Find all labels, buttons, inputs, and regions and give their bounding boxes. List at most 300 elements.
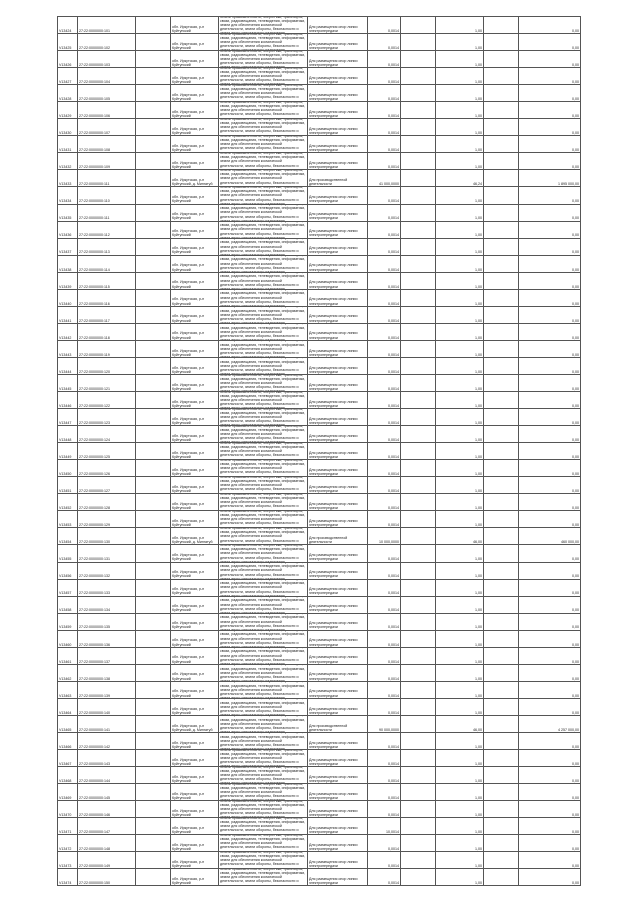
total-value-cell bbox=[519, 699, 581, 716]
cadastral-number-cell bbox=[78, 801, 136, 818]
unit-price-cell bbox=[436, 51, 484, 68]
permitted-use-text: Для размещения опор линии электропередачи bbox=[309, 246, 358, 255]
empty-cell bbox=[484, 170, 519, 187]
cadastral-number-text: 27:22:0000000:125 bbox=[79, 455, 110, 460]
location-cell bbox=[171, 682, 219, 699]
area-cell bbox=[368, 733, 401, 750]
area-text: 0,0014 bbox=[388, 710, 399, 715]
total-value-text: 0,00 bbox=[572, 574, 579, 579]
permitted-use-cell bbox=[308, 409, 368, 426]
empty-cell bbox=[401, 665, 436, 682]
empty-cell bbox=[136, 614, 171, 631]
location-cell bbox=[171, 477, 219, 494]
permitted-use-text: Для размещения опор линии электропередачи bbox=[309, 229, 358, 238]
empty-cell bbox=[484, 460, 519, 477]
cadastral-number-text: 27:22:0000000:129 bbox=[79, 523, 110, 528]
area-cell bbox=[368, 784, 401, 801]
location-text: обл. Иркутская, р-н Куйтунский bbox=[172, 109, 205, 119]
area-cell bbox=[368, 307, 401, 324]
unit-price-text: 1,00 bbox=[475, 795, 482, 800]
total-value-cell bbox=[519, 205, 581, 222]
empty-cell bbox=[401, 273, 436, 290]
unit-price-cell bbox=[436, 34, 484, 51]
unit-price-cell bbox=[436, 511, 484, 528]
permitted-use-cell bbox=[308, 494, 368, 511]
area-text: 0,0014 bbox=[388, 693, 399, 698]
unit-price-cell bbox=[436, 136, 484, 153]
permitted-use-cell bbox=[308, 170, 368, 187]
table-row bbox=[58, 341, 581, 358]
total-value-cell bbox=[519, 51, 581, 68]
location-text: обл. Иркутская, р-н Куйтунский bbox=[172, 263, 205, 272]
unit-price-text: 1,00 bbox=[475, 557, 482, 562]
empty-cell bbox=[401, 136, 436, 153]
empty-cell bbox=[136, 358, 171, 375]
cadastral-number-text: 27:22:0000000:142 bbox=[79, 744, 110, 749]
empty-cell bbox=[401, 699, 436, 716]
parcel-id-text: V13463 bbox=[59, 693, 72, 698]
location-text: обл. Иркутская, р-н Куйтунский bbox=[172, 297, 205, 306]
empty-cell bbox=[484, 324, 519, 341]
table-row bbox=[58, 51, 581, 68]
area-text: 0,0014 bbox=[388, 403, 399, 408]
location-text: обл. Иркутская, р-н Куйтунский bbox=[172, 587, 205, 596]
empty-cell bbox=[401, 648, 436, 665]
location-text: обл. Иркутская, р-н Куйтунский bbox=[172, 774, 205, 783]
land-category-cell bbox=[219, 170, 308, 187]
table-row bbox=[58, 545, 581, 562]
total-value-text: 0,00 bbox=[572, 813, 579, 817]
unit-price-cell bbox=[436, 580, 484, 597]
unit-price-cell bbox=[436, 273, 484, 290]
area-text: 0,0014 bbox=[388, 284, 399, 289]
land-category-text: связи, радиовещания, телевидения, информатики, земли для обеспечения космической деятельности, земли обороны, безопасности и земли иного специального назначения bbox=[220, 138, 306, 154]
cadastral-number-cell bbox=[78, 443, 136, 460]
empty-cell bbox=[401, 494, 436, 511]
parcel-id-cell bbox=[58, 102, 78, 119]
table-row bbox=[58, 392, 581, 409]
location-cell bbox=[171, 545, 219, 562]
table-row bbox=[58, 580, 581, 597]
area-text: 0,0014 bbox=[388, 523, 399, 528]
location-cell bbox=[171, 392, 219, 409]
location-text: обл. Иркутская, р-н Куйтунский bbox=[172, 706, 205, 715]
permitted-use-text: Для размещения опор линии электропередачи bbox=[309, 467, 358, 477]
parcel-id-cell bbox=[58, 443, 78, 460]
unit-price-text: 1,00 bbox=[475, 659, 482, 664]
location-text: обл. Иркутская, р-н Куйтунский bbox=[172, 655, 205, 664]
area-cell bbox=[368, 477, 401, 494]
parcel-id-text: V13442 bbox=[59, 335, 72, 340]
area-text: 0,0014 bbox=[388, 778, 399, 783]
empty-cell bbox=[136, 477, 171, 494]
cadastral-number-text: 27:22:0000000:104 bbox=[79, 79, 110, 84]
cadastral-number-text: 27:22:0000000:112 bbox=[79, 233, 110, 238]
land-category-text: связи, радиовещания, телевидения, информатики, земли для обеспечения космической деятельности, земли обороны, безопасности и земли иного специального назначения bbox=[220, 86, 306, 103]
unit-price-cell bbox=[436, 375, 484, 392]
location-text: обл. Иркутская, р-н Куйтунский bbox=[172, 433, 205, 442]
land-category-text: связи, радиовещания, телевидения, информатики, земли для обеспечения космической деятельности, земли обороны, безопасности и земли иного специального назначения bbox=[220, 393, 306, 410]
location-cell bbox=[171, 136, 219, 153]
empty-cell bbox=[484, 477, 519, 494]
location-cell bbox=[171, 580, 219, 597]
location-text: обл. Иркутская, р-н Куйтунский bbox=[172, 842, 205, 852]
area-text: 0,0014 bbox=[388, 148, 399, 153]
location-text: обл. Иркутская, р-н Куйтунский bbox=[172, 484, 205, 494]
unit-price-cell bbox=[436, 682, 484, 699]
location-cell bbox=[171, 869, 219, 886]
empty-cell bbox=[401, 545, 436, 562]
location-text: обл. Иркутская, р-н Куйтунский bbox=[172, 553, 205, 562]
location-cell bbox=[171, 648, 219, 665]
land-category-text: связи, радиовещания, телевидения, информатики, земли для обеспечения космической деятельности, земли обороны, безопасности и земли иного специального назначения bbox=[220, 444, 306, 461]
area-text: 0,0014 bbox=[388, 744, 399, 749]
unit-price-text: 1,00 bbox=[475, 199, 482, 204]
parcel-id-cell bbox=[58, 205, 78, 222]
area-cell bbox=[368, 614, 401, 631]
empty-cell bbox=[401, 528, 436, 545]
unit-price-cell bbox=[436, 665, 484, 682]
location-text: обл. Иркутская, р-н Куйтунский, д. Мингатуй bbox=[172, 723, 213, 732]
empty-cell bbox=[136, 170, 171, 187]
unit-price-text: 1,00 bbox=[475, 97, 482, 102]
total-value-cell bbox=[519, 563, 581, 580]
cadastral-number-text: 27:22:0000000:111 bbox=[79, 216, 110, 221]
area-text: 0,0014 bbox=[388, 864, 399, 869]
cadastral-number-text: 27:22:0000000:147 bbox=[79, 830, 110, 835]
empty-cell bbox=[484, 716, 519, 733]
land-category-cell bbox=[219, 102, 308, 119]
unit-price-cell bbox=[436, 784, 484, 801]
parcel-id-cell bbox=[58, 375, 78, 392]
location-text: обл. Иркутская, р-н Куйтунский bbox=[172, 689, 205, 698]
empty-cell bbox=[484, 307, 519, 324]
area-text: 10 000,0000 bbox=[379, 540, 399, 545]
land-category-text: связи, радиовещания, телевидения, информатики, земли для обеспечения космической деятельности, земли обороны, безопасности и земли иного специального назначения bbox=[220, 615, 306, 631]
land-category-cell bbox=[219, 375, 308, 392]
cadastral-number-text: 27:22:0000000:118 bbox=[79, 335, 110, 340]
land-category-text: связи, радиовещания, телевидения, информатики, земли для обеспечения космической деятельности, земли обороны, безопасности и земли иного специального назначения bbox=[220, 496, 306, 512]
unit-price-text: 1,00 bbox=[475, 318, 482, 323]
empty-cell bbox=[136, 767, 171, 784]
cadastral-number-cell bbox=[78, 239, 136, 256]
cadastral-number-text: 27:22:0000000:144 bbox=[79, 778, 110, 783]
permitted-use-cell bbox=[308, 784, 368, 801]
parcel-id-cell bbox=[58, 852, 78, 869]
cadastral-number-cell bbox=[78, 835, 136, 852]
cadastral-number-text: 27:22:0000000:103 bbox=[79, 62, 110, 67]
parcel-id-cell bbox=[58, 699, 78, 716]
area-cell bbox=[368, 835, 401, 852]
parcel-id-cell bbox=[58, 256, 78, 273]
unit-price-cell bbox=[436, 341, 484, 358]
empty-cell bbox=[401, 580, 436, 597]
land-category-text: связи, радиовещания, телевидения, информатики, земли для обеспечения космической деятельности, земли обороны, безопасности и земли иного специального назначения bbox=[220, 734, 306, 751]
area-text: 0,0014 bbox=[388, 574, 399, 579]
parcel-id-cell bbox=[58, 682, 78, 699]
cadastral-number-cell bbox=[78, 324, 136, 341]
land-category-cell bbox=[219, 580, 308, 597]
table-row bbox=[58, 324, 581, 341]
cadastral-number-cell bbox=[78, 494, 136, 511]
total-value-text: 1 895 000,00 bbox=[558, 182, 579, 187]
location-cell bbox=[171, 17, 219, 34]
location-cell bbox=[171, 597, 219, 614]
permitted-use-cell bbox=[308, 477, 368, 494]
area-text: 0,0014 bbox=[388, 557, 399, 562]
empty-cell bbox=[136, 869, 171, 886]
parcel-id-text: V13454 bbox=[59, 540, 72, 545]
area-text: 0,0014 bbox=[388, 267, 399, 272]
empty-cell bbox=[401, 205, 436, 222]
empty-cell bbox=[484, 614, 519, 631]
cadastral-number-cell bbox=[78, 409, 136, 426]
total-value-cell bbox=[519, 614, 581, 631]
cadastral-number-text: 27:22:0000000:113 bbox=[79, 250, 110, 255]
total-value-text: 0,00 bbox=[572, 284, 579, 289]
cadastral-number-text: 27:22:0000000:141 bbox=[79, 727, 110, 732]
cadastral-number-cell bbox=[78, 85, 136, 102]
parcel-id-cell bbox=[58, 17, 78, 34]
parcel-id-cell bbox=[58, 153, 78, 170]
permitted-use-text: Для размещения опор линии электропередачи bbox=[309, 58, 358, 67]
location-text: обл. Иркутская, р-н Куйтунский bbox=[172, 24, 205, 33]
unit-price-text: 1,00 bbox=[475, 778, 482, 783]
empty-cell bbox=[401, 341, 436, 358]
unit-price-text: 1,00 bbox=[475, 79, 482, 84]
total-value-cell bbox=[519, 648, 581, 665]
area-cell bbox=[368, 153, 401, 170]
unit-price-text: 1,00 bbox=[475, 335, 482, 340]
empty-cell bbox=[136, 375, 171, 392]
parcel-id-cell bbox=[58, 648, 78, 665]
location-cell bbox=[171, 119, 219, 136]
total-value-cell bbox=[519, 102, 581, 119]
cadastral-number-text: 27:22:0000000:126 bbox=[79, 472, 110, 477]
unit-price-cell bbox=[436, 119, 484, 136]
area-cell bbox=[368, 648, 401, 665]
permitted-use-cell bbox=[308, 341, 368, 358]
permitted-use-cell bbox=[308, 545, 368, 562]
unit-price-text: 1,00 bbox=[475, 165, 482, 170]
land-category-cell bbox=[219, 222, 308, 239]
land-category-cell bbox=[219, 597, 308, 614]
unit-price-cell bbox=[436, 392, 484, 409]
permitted-use-text: Для размещения опор линии электропередачи bbox=[309, 109, 358, 119]
empty-cell bbox=[401, 358, 436, 375]
cadastral-number-cell bbox=[78, 631, 136, 648]
unit-price-cell bbox=[436, 631, 484, 648]
empty-cell bbox=[484, 597, 519, 614]
unit-price-cell bbox=[436, 170, 484, 187]
land-parcels-table bbox=[57, 16, 581, 886]
location-cell bbox=[171, 34, 219, 51]
cadastral-number-text: 27:22:0000000:115 bbox=[79, 284, 110, 289]
empty-cell bbox=[136, 17, 171, 34]
table-row bbox=[58, 443, 581, 460]
location-text: обл. Иркутская, р-н Куйтунский bbox=[172, 365, 205, 374]
area-cell bbox=[368, 256, 401, 273]
permitted-use-text: Для размещения опор линии электропередачи bbox=[309, 314, 358, 323]
unit-price-cell bbox=[436, 801, 484, 818]
empty-cell bbox=[136, 528, 171, 545]
parcel-id-text: V13424 bbox=[59, 28, 72, 33]
permitted-use-text: Для размещения опор линии электропередачи bbox=[309, 24, 358, 33]
permitted-use-cell bbox=[308, 460, 368, 477]
unit-price-text: 1,00 bbox=[475, 574, 482, 579]
land-category-cell bbox=[219, 68, 308, 85]
parcel-id-text: V13436 bbox=[59, 233, 72, 238]
table-row bbox=[58, 597, 581, 614]
unit-price-cell bbox=[436, 426, 484, 443]
location-cell bbox=[171, 187, 219, 204]
location-text: обл. Иркутская, р-н Куйтунский bbox=[172, 501, 205, 511]
location-cell bbox=[171, 205, 219, 222]
unit-price-text: 1,00 bbox=[475, 403, 482, 408]
table-row bbox=[58, 153, 581, 170]
unit-price-cell bbox=[436, 648, 484, 665]
permitted-use-cell bbox=[308, 375, 368, 392]
empty-cell bbox=[484, 631, 519, 648]
land-category-cell bbox=[219, 614, 308, 631]
permitted-use-text: Для размещения опор линии электропередачи bbox=[309, 143, 358, 153]
total-value-cell bbox=[519, 341, 581, 358]
cadastral-number-text: 27:22:0000000:134 bbox=[79, 608, 110, 613]
empty-cell bbox=[136, 153, 171, 170]
land-category-cell bbox=[219, 494, 308, 511]
total-value-cell bbox=[519, 852, 581, 869]
empty-cell bbox=[401, 750, 436, 767]
unit-price-cell bbox=[436, 239, 484, 256]
cadastral-number-text: 27:22:0000000:150 bbox=[79, 881, 110, 886]
cadastral-number-cell bbox=[78, 767, 136, 784]
total-value-cell bbox=[519, 17, 581, 34]
permitted-use-text: Для размещения опор линии электропередачи bbox=[309, 604, 358, 613]
location-text: обл. Иркутская, р-н Куйтунский bbox=[172, 467, 205, 477]
land-category-cell bbox=[219, 648, 308, 665]
location-text: обл. Иркутская, р-н Куйтунский bbox=[172, 672, 205, 681]
unit-price-text: 1,00 bbox=[475, 28, 482, 33]
area-text: 0,0014 bbox=[388, 625, 399, 630]
permitted-use-cell bbox=[308, 733, 368, 750]
unit-price-text: 1,00 bbox=[475, 710, 482, 715]
permitted-use-cell bbox=[308, 580, 368, 597]
land-category-cell bbox=[219, 665, 308, 682]
empty-cell bbox=[401, 34, 436, 51]
land-category-text: связи, радиовещания, телевидения, информатики, земли для обеспечения космической деятельности, земли обороны, безопасности и земли иного специального назначения bbox=[220, 683, 306, 699]
cadastral-number-cell bbox=[78, 477, 136, 494]
land-category-cell bbox=[219, 631, 308, 648]
total-value-text: 0,00 bbox=[572, 301, 579, 306]
empty-cell bbox=[136, 136, 171, 153]
parcel-id-cell bbox=[58, 290, 78, 307]
location-text: обл. Иркутская, р-н Куйтунский, д. Мингатуй bbox=[172, 536, 213, 545]
parcel-id-cell bbox=[58, 136, 78, 153]
permitted-use-text: Для размещения опор линии электропередачи bbox=[309, 348, 358, 357]
parcel-id-cell bbox=[58, 409, 78, 426]
cadastral-number-text: 27:22:0000000:140 bbox=[79, 710, 110, 715]
parcel-id-cell bbox=[58, 85, 78, 102]
location-text: обл. Иркутская, р-н Куйтунский bbox=[172, 604, 205, 613]
permitted-use-cell bbox=[308, 818, 368, 835]
land-category-cell bbox=[219, 341, 308, 358]
cadastral-number-cell bbox=[78, 818, 136, 835]
empty-cell bbox=[401, 409, 436, 426]
location-cell bbox=[171, 494, 219, 511]
empty-cell bbox=[484, 256, 519, 273]
empty-cell bbox=[136, 716, 171, 733]
table-row bbox=[58, 835, 581, 852]
unit-price-text: 1,00 bbox=[475, 267, 482, 272]
empty-cell bbox=[484, 767, 519, 784]
land-category-text: связи, радиовещания, телевидения, информатики, земли для обеспечения космической деятельности, земли обороны, безопасности и земли иного специального назначения bbox=[220, 768, 306, 785]
table-row bbox=[58, 426, 581, 443]
total-value-text: 0,00 bbox=[572, 472, 579, 477]
area-text: 0,0014 bbox=[388, 45, 399, 50]
cadastral-number-text: 27:22:0000000:146 bbox=[79, 813, 110, 817]
land-category-text: связи, радиовещания, телевидения, информатики, земли для обеспечения космической деятельности, земли обороны, безопасности и земли иного специального назначения bbox=[220, 359, 306, 375]
table-row bbox=[58, 614, 581, 631]
empty-cell bbox=[401, 153, 436, 170]
total-value-text: 0,00 bbox=[572, 881, 579, 886]
land-category-cell bbox=[219, 818, 308, 835]
permitted-use-text: Для размещения опор линии электропередачи bbox=[309, 416, 358, 425]
parcel-id-cell bbox=[58, 818, 78, 835]
total-value-text: 0,00 bbox=[572, 45, 579, 50]
empty-cell bbox=[401, 767, 436, 784]
empty-cell bbox=[484, 153, 519, 170]
parcel-id-text: V13447 bbox=[59, 420, 72, 425]
parcel-id-text: V13461 bbox=[59, 659, 72, 664]
cadastral-number-cell bbox=[78, 136, 136, 153]
total-value-text: 4 257 000,00 bbox=[558, 727, 579, 732]
permitted-use-cell bbox=[308, 801, 368, 818]
location-cell bbox=[171, 324, 219, 341]
land-category-cell bbox=[219, 801, 308, 818]
permitted-use-text: Для размещения опор линии электропередачи bbox=[309, 365, 358, 374]
land-category-text: связи, радиовещания, телевидения, информатики, земли для обеспечения космической деятельности, земли обороны, безопасности и земли иного специального назначения bbox=[220, 257, 306, 273]
location-cell bbox=[171, 68, 219, 85]
location-text: обл. Иркутская, р-н Куйтунский bbox=[172, 638, 205, 647]
empty-cell bbox=[401, 682, 436, 699]
total-value-text: 0,00 bbox=[572, 420, 579, 425]
cadastral-number-cell bbox=[78, 869, 136, 886]
location-cell bbox=[171, 358, 219, 375]
total-value-cell bbox=[519, 324, 581, 341]
cadastral-number-cell bbox=[78, 392, 136, 409]
cadastral-number-text: 27:22:0000000:148 bbox=[79, 847, 110, 852]
table-row bbox=[58, 409, 581, 426]
total-value-text: 0,00 bbox=[572, 642, 579, 647]
land-category-cell bbox=[219, 85, 308, 102]
total-value-text: 0,00 bbox=[572, 233, 579, 238]
unit-price-cell bbox=[436, 17, 484, 34]
permitted-use-cell bbox=[308, 17, 368, 34]
location-cell bbox=[171, 528, 219, 545]
empty-cell bbox=[401, 51, 436, 68]
empty-cell bbox=[401, 563, 436, 580]
area-cell bbox=[368, 869, 401, 886]
total-value-cell bbox=[519, 528, 581, 545]
parcel-id-text: V13459 bbox=[59, 625, 72, 630]
empty-cell bbox=[136, 750, 171, 767]
empty-cell bbox=[484, 34, 519, 51]
total-value-text: 0,00 bbox=[572, 864, 579, 869]
parcel-id-text: V13440 bbox=[59, 301, 72, 306]
cadastral-number-cell bbox=[78, 153, 136, 170]
land-category-text: связи, радиовещания, телевидения, информатики, земли для обеспечения космической деятельности, земли обороны, безопасности и земли иного специального назначения bbox=[220, 325, 306, 341]
location-cell bbox=[171, 341, 219, 358]
